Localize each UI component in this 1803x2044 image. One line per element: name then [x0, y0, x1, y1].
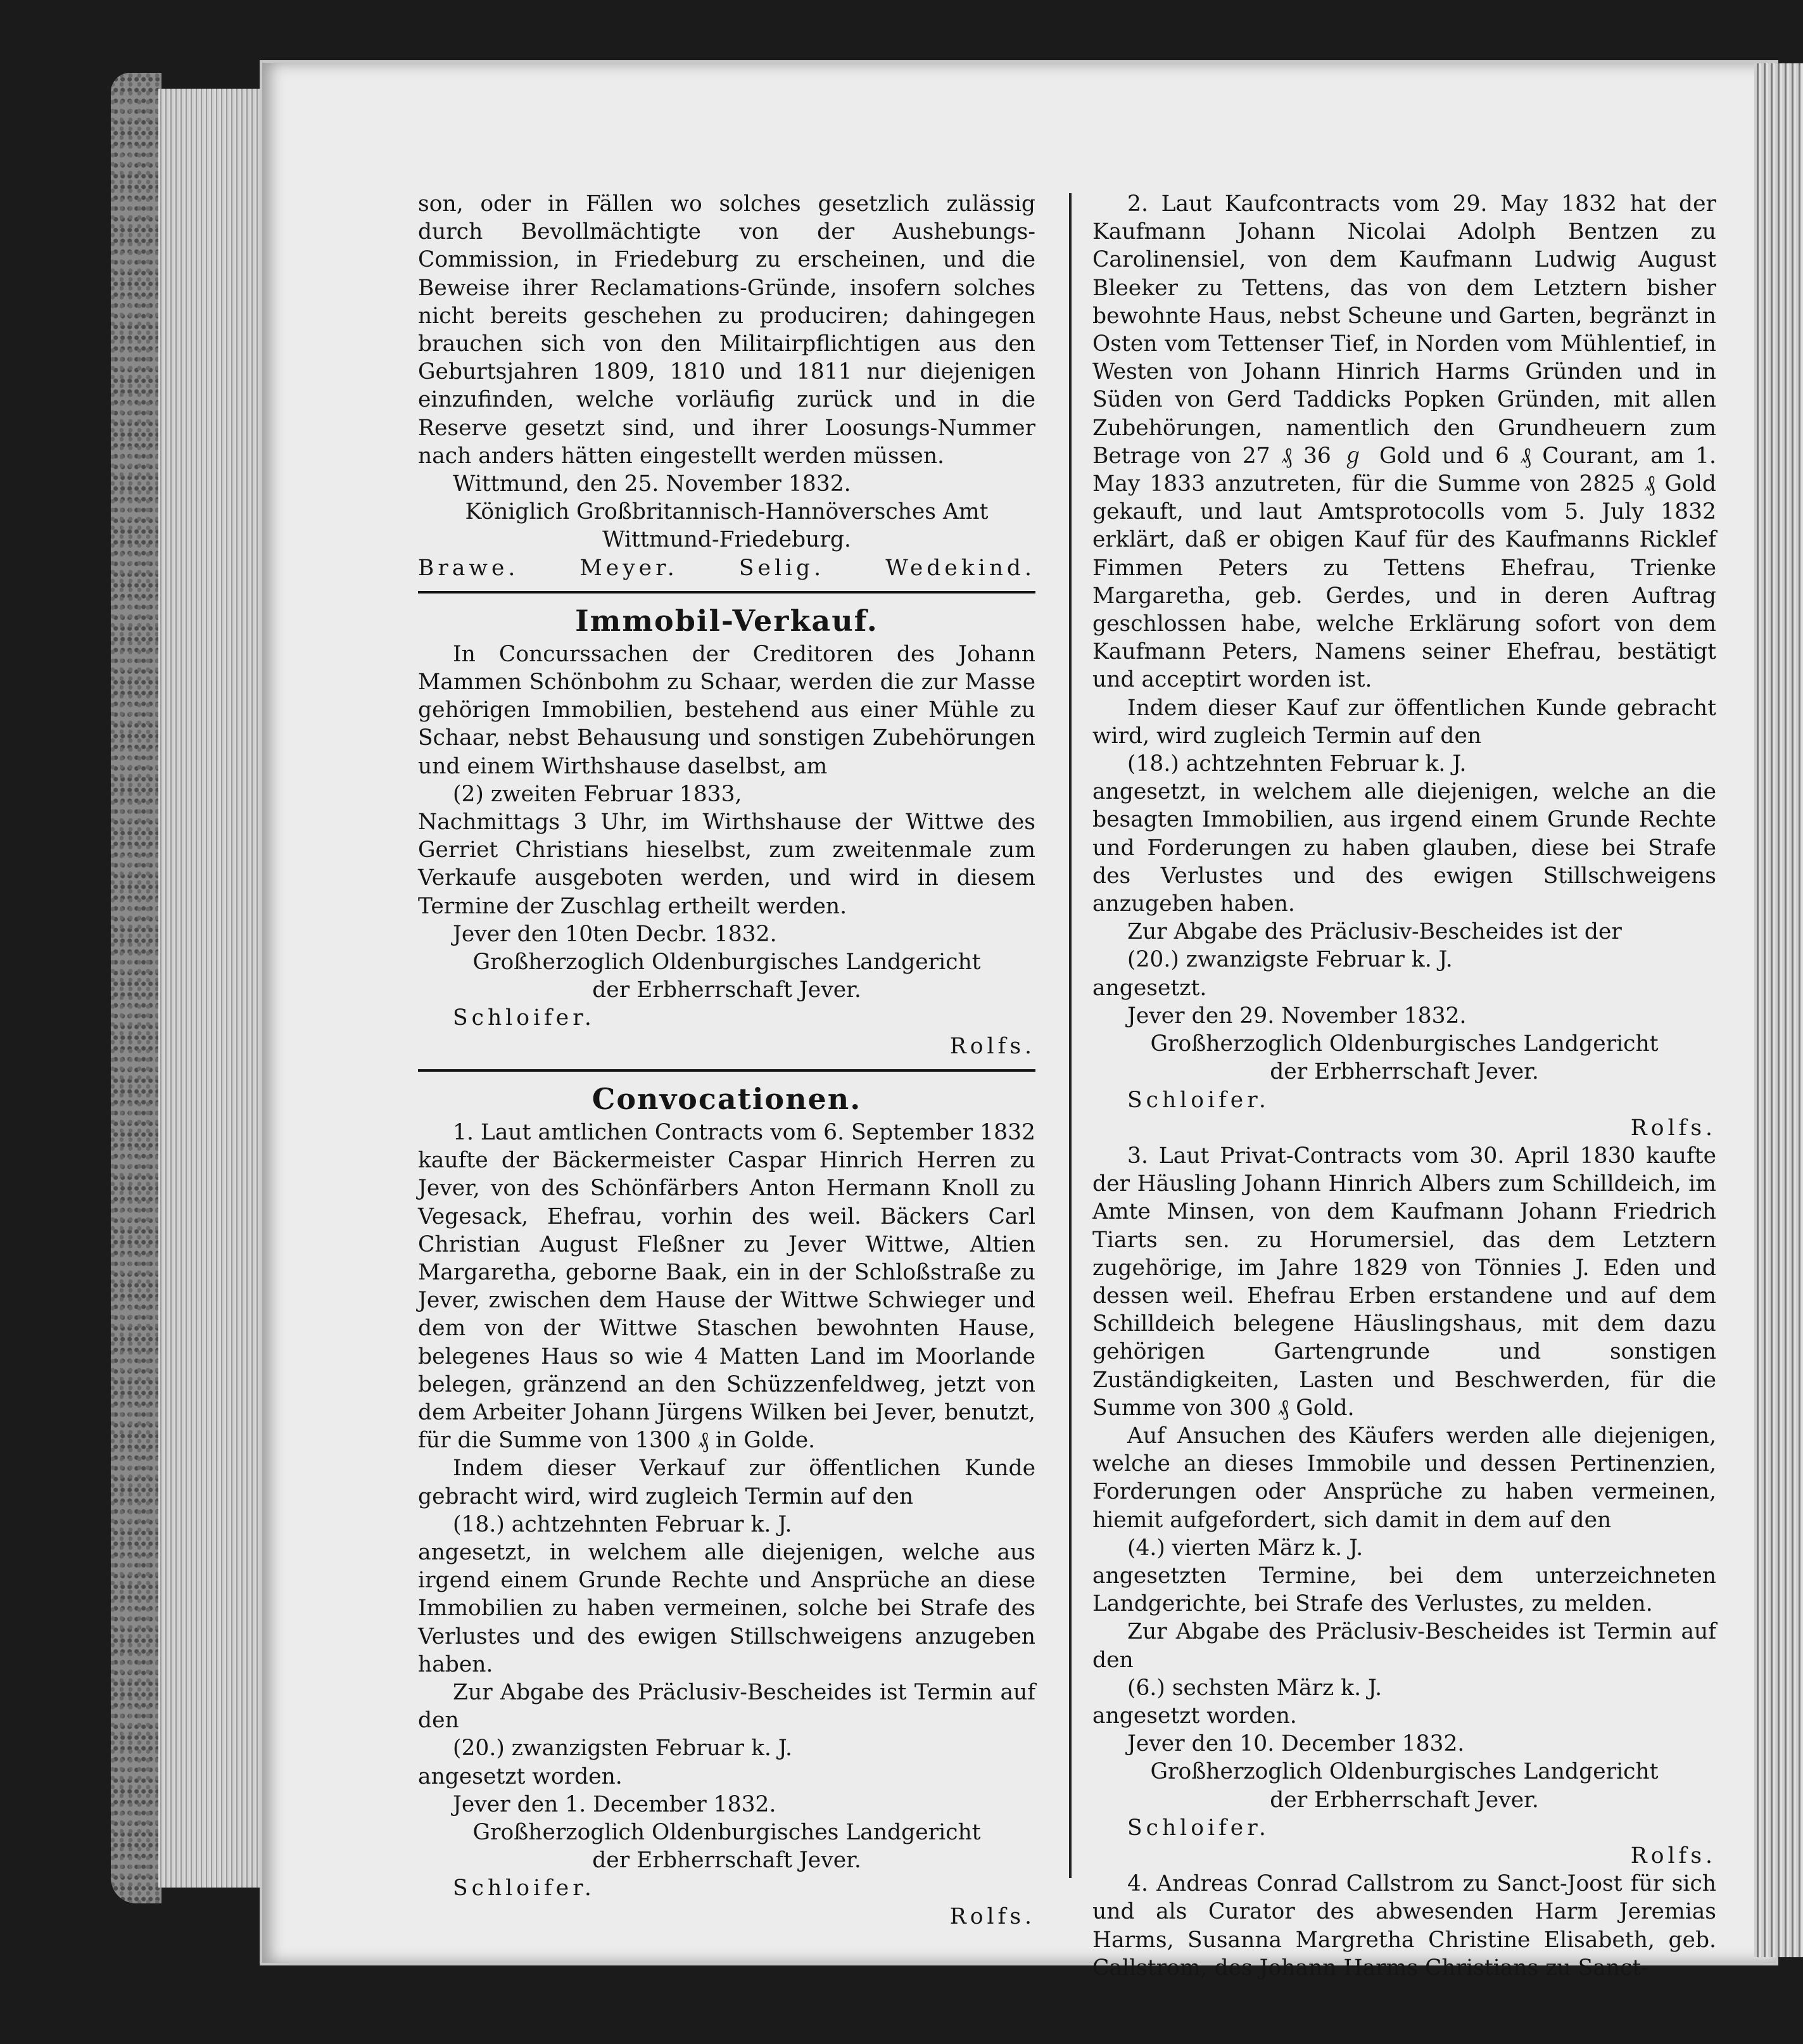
section1-signature2: Rolfs.: [949, 1033, 1035, 1059]
item3-paragraph5: angesetzt worden.: [1092, 1703, 1297, 1729]
item3-date: (4.) vierten März k. J.: [1127, 1535, 1363, 1561]
section1-court-line1: Großherzoglich Oldenburgisches Landgericht: [472, 949, 981, 975]
item2-signature2: Rolfs.: [1630, 1115, 1716, 1141]
item2-paragraph5: angesetzt.: [1092, 975, 1207, 1001]
item1-signature2: Rolfs.: [949, 1903, 1035, 1929]
page-stack-left: [158, 89, 266, 1888]
item3-date2: (6.) sechsten März k. J.: [1127, 1675, 1382, 1701]
item3-place-date: Jever den 10. December 1832.: [1127, 1731, 1465, 1757]
item1-date2: (20.) zwanzigsten Februar k. J.: [453, 1736, 792, 1762]
item3-signature1: Schloifer.: [1127, 1815, 1270, 1841]
item2-date2: (20.) zwanzigste Februar k. J.: [1127, 947, 1453, 973]
column-divider: [1069, 193, 1072, 1878]
item3-court-line2: der Erbherrschaft Jever.: [1270, 1787, 1539, 1813]
section-title-immobil-verkauf: Immobil-Verkauf.: [575, 603, 878, 638]
item1-paragraph5: angesetzt worden.: [418, 1763, 623, 1789]
item1-signature1: Schloifer.: [453, 1876, 595, 1901]
item2-place-date: Jever den 29. November 1832.: [1127, 1003, 1467, 1029]
signer: Selig.: [738, 555, 825, 581]
section-rule: [418, 591, 1035, 594]
item2-court-line2: der Erbherrschaft Jever.: [1270, 1059, 1539, 1085]
item1-paragraph: 1. Laut amtlichen Contracts vom 6. September 1832 kaufte der Bäckermeister Caspar Hinrich Herren zu Jever, von des Schönfärbers Anton Hermann Knoll zu Vegesack, Ehefrau, vorhin des weil. Bäckers Carl Christian August Fleßner zu Jever Wittwe, Altien Margaretha, geborne Baak, ein in der Schloßstraße zu Jever, zwischen dem Hause der Wittwe Schwieger und dem von der Wittwe Staschen bewohnten Hause, belegenes Haus so wie 4 Matten Land im Moorlande belegen, gränzend an den Schüzzenfeldweg, jetzt von dem Arbeiter Johann Jürgens Wilken bei Jever, benutzt, für die Summe von 1300 ₰ in Golde.: [418, 1119, 1035, 1454]
item2-paragraph3: angesetzt, in welchem alle diejenigen, welche an die besagten Immobilien, aus irgend einem Grunde Rechte und Forderungen zu haben glauben, diese bei Strafe des Verlustes und des ewigen Stillschweigens anzugeben haben.: [1092, 779, 1716, 917]
section-rule: [418, 1069, 1035, 1072]
signer: Brawe.: [418, 555, 519, 581]
item3-signature2: Rolfs.: [1630, 1843, 1716, 1869]
right-column: [1092, 190, 1716, 1982]
left-column: [418, 190, 1035, 1931]
section1-signature1: Schloifer.: [453, 1005, 595, 1031]
item1-date: (18.) achtzehnten Februar k. J.: [453, 1511, 792, 1537]
book-spine-edge: [111, 73, 161, 1903]
item4-paragraph: 4. Andreas Conrad Callstrom zu Sanct-Joost für sich und als Curator des abwesenden Harm Jeremias Harms, Susanna Margretha Christine Elisabeth, geb. Callstrom, des Johann Harms Christians zu Sanct-: [1092, 1871, 1716, 1981]
item3-paragraph2: Auf Ansuchen des Käufers werden alle diejenigen, welche an dieses Immobile und dessen Pertinenzien, Forderungen oder Ansprüche zu haben vermeinen, hiemit aufgefordert, sich damit in dem auf den: [1092, 1423, 1716, 1533]
item1-paragraph3: angesetzt, in welchem alle diejenigen, welche aus irgend einem Grunde Rechte und Ansprüche an diese Immobilien zu haben vermeinen, solche bei Strafe des Verlustes und des ewigen Stillschweigens anzugeben haben.: [418, 1539, 1035, 1677]
intro-signers: [418, 554, 1035, 582]
section1-paragraph2: Nachmittags 3 Uhr, im Wirthshause der Wittwe des Gerriet Christians hieselbst, zum zweitenmale zum Verkaufe ausgeboten werden, und wird in diesem Termine der Zuschlag ertheilt werden.: [418, 809, 1035, 919]
signer: Meyer.: [579, 555, 678, 581]
section-title-convocationen: Convocationen.: [592, 1081, 862, 1116]
signer: Wedekind.: [885, 555, 1035, 581]
item3-court-line1: Großherzoglich Oldenburgisches Landgericht: [1150, 1759, 1659, 1785]
item3-paragraph: 3. Laut Privat-Contracts vom 30. April 1830 kaufte der Häusling Johann Hinrich Albers zum Schilldeich, im Amte Minsen, von dem Kaufmann Johann Friedrich Tiarts sen. zu Horumersiel, das dem Letztern zugehörige, im Jahre 1829 von Tönnies J. Eden und dessen weil. Ehefrau Erben erstandene und auf dem Schilldeich belegene Häuslingshaus, mit dem dazu gehörigen Gartengrunde und sonstigen Zuständigkeiten, Lasten und Beschwerden, für die Summe von 300 ₰ Gold.: [1092, 1143, 1716, 1421]
section1-court-line2: der Erbherrschaft Jever.: [592, 977, 861, 1003]
intro-date: Wittmund, den 25. November 1832.: [453, 471, 851, 497]
item3-paragraph3: angesetzten Termine, bei dem unterzeichneten Landgerichte, bei Strafe des Verlustes, zu melden.: [1092, 1563, 1716, 1617]
item2-paragraph4: Zur Abgabe des Präclusiv-Bescheides ist der: [1127, 919, 1622, 945]
item2-court-line1: Großherzoglich Oldenburgisches Landgericht: [1150, 1031, 1659, 1057]
item2-paragraph: 2. Laut Kaufcontracts vom 29. May 1832 hat der Kaufmann Johann Nicolai Adolph Bentzen zu Carolinensiel, von dem Kaufmann Ludwig August Bleeker zu Tettens, das von dem Letztern bisher bewohnte Haus, nebst Scheune und Garten, begränzt in Osten vom Tettenser Tief, in Norden vom Mühlentief, in Westen von Johann Hinrich Harms Gründen und in Süden von Gerd Taddicks Popken Gründen, mit allen Zubehörungen, namentlich den Grundheuern zum Betrage von 27 ₰ 36 ℊ Gold und 6 ₰ Courant, am 1. May 1833 anzutreten, für die Summe von 2825 ₰ Gold gekauft, und laut Amtsprotocolls vom 5. July 1832 erklärt, daß er obigen Kauf für des Kaufmanns Ricklef Fimmen Peters zu Tettens Ehefrau, Trienke Margaretha, geb. Gerdes, und in deren Auftrag geschlossen habe, welche Erklärung sofort von dem Kaufmann Peters, Namens seiner Ehefrau, bestätigt und acceptirt worden ist.: [1092, 191, 1716, 693]
section1-date: (2) zweiten Februar 1833,: [453, 781, 742, 807]
item2-signature1: Schloifer.: [1127, 1087, 1270, 1113]
item3-paragraph4: Zur Abgabe des Präclusiv-Bescheides ist Termin auf den: [1092, 1619, 1716, 1673]
item1-court-line2: der Erbherrschaft Jever.: [592, 1848, 861, 1874]
section1-paragraph: In Concurssachen der Creditoren des Johann Mammen Schönbohm zu Schaar, werden die zur Masse gehörigen Immobilien, bestehend aus einer Mühle zu Schaar, nebst Behausung und sonstigen Zubehörungen und einem Wirthshause daselbst, am: [418, 641, 1035, 779]
item2-paragraph2: Indem dieser Kauf zur öffentlichen Kunde gebracht wird, wird zugleich Termin auf den: [1092, 695, 1716, 749]
item1-paragraph2: Indem dieser Verkauf zur öffentlichen Kunde gebracht wird, wird zugleich Termin auf den: [418, 1456, 1035, 1509]
page-stack-right: [1754, 63, 1803, 1957]
item2-date: (18.) achtzehnten Februar k. J.: [1127, 751, 1467, 777]
item1-place-date: Jever den 1. December 1832.: [453, 1791, 776, 1817]
item1-paragraph4: Zur Abgabe des Präclusiv-Bescheides ist Termin auf den: [418, 1679, 1035, 1734]
intro-court-line2: Wittmund-Friedeburg.: [602, 527, 851, 553]
item1-court-line1: Großherzoglich Oldenburgisches Landgericht: [472, 1819, 981, 1845]
intro-paragraph: son, oder in Fällen wo solches gesetzlich zulässig durch Bevollmächtigte von der Aushebungs-Commission, in Friedeburg zu erscheinen, und die Beweise ihrer Reclamations-Gründe, insofern solches nicht bereits geschehen zu produciren; dahingegen brauchen sich von den Militairpflichtigen aus den Geburtsjahren 1809, 1810 und 1811 nur diejenigen einzufinden, welche vorläufig zurück und in die Reserve gesetzt sind, und ihrer Loosungs-Nummer nach anders hätten eingestellt werden müssen.: [418, 191, 1035, 469]
section1-place-date: Jever den 10ten Decbr. 1832.: [453, 921, 777, 947]
intro-court-line1: Königlich Großbritannisch-Hannöversches Amt: [465, 499, 989, 525]
